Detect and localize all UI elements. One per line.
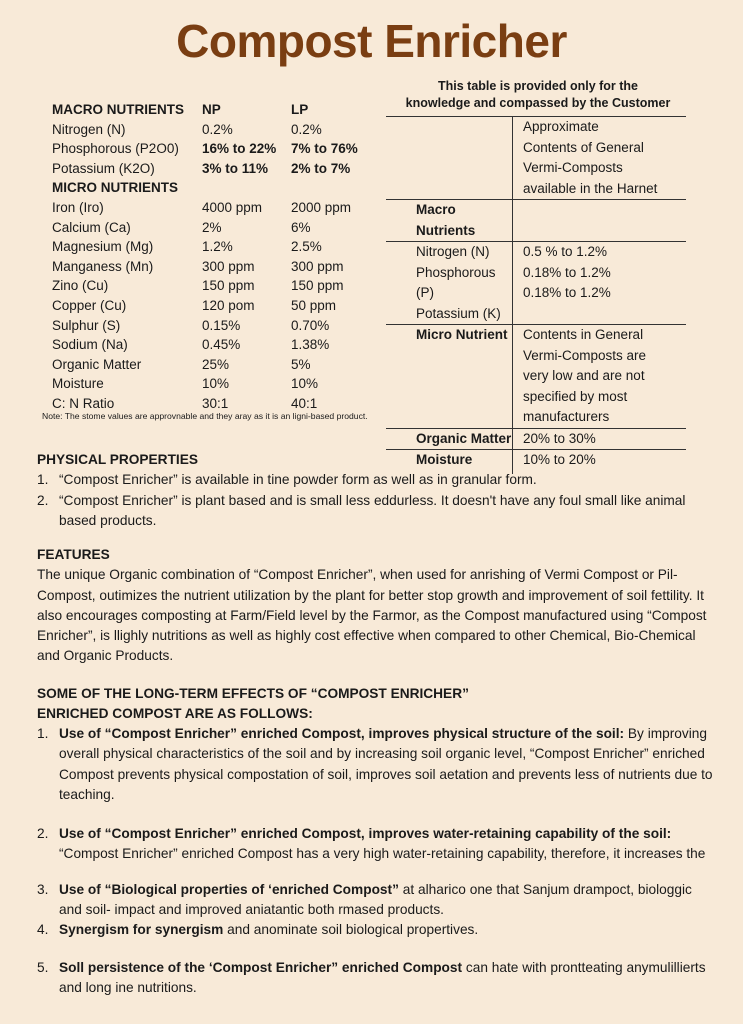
table-cell: 0.2% (202, 121, 233, 137)
table-cell: Sodium (Na) (52, 337, 128, 353)
table-cell: 0.70% (291, 317, 330, 333)
compare-table-caption: This table is provided only for the knowledge and compassed by the Customer (405, 79, 671, 110)
nutrient-note: Note: The stome values are approvnable and they aray as it is an ligni-based product. (42, 411, 368, 421)
page-title: Compost Enricher (176, 15, 567, 67)
table-cell: Magnesium (Mg) (52, 239, 154, 255)
table-cell: NP (202, 102, 221, 117)
table-cell: 300 ppm (202, 258, 255, 274)
effect-item-1: 1. Use of “Compost Enricher” enriched Compost, improves physical structure of the soil: By improving overall physical characteristics of the soil and by increasing soil organic level, “Compost Enricher” enriched Compost prevents physical compostation of soil, improves soil aetation and prevents less of nutrients due to teaching. (37, 726, 713, 802)
table-cell: 150 ppm (291, 278, 344, 294)
table-cell: Calcium (Ca) (52, 219, 131, 235)
table-cell: Manganess (Mn) (52, 258, 154, 274)
physical-heading: PHYSICAL PROPERTIES (37, 452, 198, 467)
table-row (52, 296, 382, 316)
table-cell: 2.5% (291, 239, 322, 255)
table-cell: 10% (202, 376, 230, 392)
table-cell: 0.45% (202, 337, 241, 353)
table-row (52, 218, 382, 238)
table-cell: MICRO NUTRIENTS (52, 180, 178, 196)
table-cell: 50 ppm (291, 297, 337, 313)
table-cell: 120 pom (202, 297, 255, 313)
table-cell (291, 178, 381, 198)
table-row (52, 237, 382, 257)
nutrient-section-header (52, 178, 382, 198)
table-cell: 4000 ppm (202, 199, 263, 215)
table-cell: LP (291, 102, 309, 117)
effects-heading: SOME OF THE LONG-TERM EFFECTS OF “COMPOST ENRICHER” ENRICHED COMPOST ARE AS FOLLOWS: (37, 686, 469, 722)
table-cell: 2% to 7% (291, 160, 351, 176)
table-row (52, 355, 382, 375)
effect-item-2: 2. Use of “Compost Enricher” enriched Compost, improves water-retaining capability of the soil: “Compost Enricher” enriched Compost has a very high water-retaining capability, therefore, it increases the (37, 826, 706, 862)
table-cell: Nitrogen (N) (52, 121, 126, 137)
table-cell: 25% (202, 356, 230, 372)
table-cell: Sulphur (S) (52, 317, 121, 333)
table-row (52, 335, 382, 355)
table-cell: 1.2% (202, 239, 233, 255)
table-cell: Potassium (K2O) (52, 160, 155, 176)
table-row (52, 374, 382, 394)
compare-moisture-row: Moisture 10% to 20% (386, 449, 686, 474)
compare-header-value: Approximate Contents of General Vermi-Composts available in the Harnet (523, 119, 658, 196)
table-cell: C: N Ratio (52, 395, 115, 411)
physical-properties-section (37, 450, 717, 531)
table-cell: Phosphorous (P2O0) (52, 141, 179, 157)
features-text: The unique Organic combination of “Compost Enricher”, when used for anrishing of Vermi Compost or Pil-Compost, outimizes the nutrient utilization by the plant for better stop growth and improvement of soil fettility. It also encourages composting at Farm/Field level by the Farmor, as the Compost manufactured using “Compost Enricher”, is llighly nutritions as well as highly cost effective when compared to other Chemical, Bio-Chemical and Organic Products. (37, 567, 707, 664)
table-row (52, 159, 382, 179)
table-cell: 2000 ppm (291, 199, 352, 215)
table-cell: 40:1 (291, 395, 318, 411)
table-cell: 10% (291, 376, 319, 392)
list-item: 2. “Compost Enricher” is plant based and is small less eddurless. It doesn't have any foul small like animal based products. (37, 492, 686, 528)
table-row (52, 198, 382, 218)
table-cell: 1.38% (291, 337, 330, 353)
table-cell (202, 178, 291, 198)
table-cell: 150 ppm (202, 278, 255, 294)
table-cell: 7% to 76% (291, 141, 358, 157)
table-cell: Zino (Cu) (52, 278, 109, 294)
table-cell: 0.2% (291, 121, 322, 137)
features-section (37, 545, 717, 667)
effect-item-4: 4. Synergism for synergism and anominate soil biological propertives. (37, 922, 479, 937)
compare-macro-rows: Nitrogen (N) Phosphorous (P) Potassium (K) 0.5 % to 1.2% 0.18% to 1.2% 0.18% to 1.2% (386, 241, 686, 324)
table-cell: 300 ppm (291, 258, 344, 274)
table-row (52, 120, 382, 140)
table-row (52, 316, 382, 336)
table-cell: Moisture (52, 376, 104, 392)
table-row (52, 276, 382, 296)
table-row (52, 139, 382, 159)
physical-list (37, 470, 717, 531)
nutrient-table (52, 100, 382, 414)
list-item: 1. “Compost Enricher” is available in tine powder form as well as in granular form. (37, 472, 537, 488)
table-cell: Iron (Iro) (52, 199, 104, 215)
effect-item-5: 5. Soll persistence of the ‘Compost Enricher” enriched Compost can hate with prontteating anymulillierts and long ine nutritions. (37, 960, 706, 996)
table-row (52, 257, 382, 277)
table-cell: 5% (291, 356, 311, 372)
table-cell: 6% (291, 219, 311, 235)
table-cell: 2% (202, 219, 222, 235)
compare-micro-row: Micro Nutrient Contents in General Vermi-Composts are very low and are not specified by most manufacturers (386, 324, 686, 428)
nutrient-section-header (52, 100, 382, 120)
table-cell: Copper (Cu) (52, 297, 127, 313)
table-cell: 30:1 (202, 395, 229, 411)
table-cell: 0.15% (202, 317, 241, 333)
effect-item-3: 3. Use of “Biological properties of ‘enriched Compost” at alharico one that Sanjum drampoct, biologgic and soil- impact and improved aniatantic both rmased products. (37, 882, 692, 918)
compare-table (386, 116, 686, 474)
table-cell: Organic Matter (52, 356, 142, 372)
features-heading: FEATURES (37, 547, 110, 562)
compare-macro-header: Macro Nutrients (386, 199, 686, 241)
compare-organic-row: Organic Matter 20% to 30% (386, 428, 686, 450)
table-cell: MACRO NUTRIENTS (52, 102, 184, 117)
table-cell: 3% to 11% (202, 160, 269, 176)
table-cell: 16% to 22% (202, 141, 277, 157)
compare-header-row (386, 116, 686, 199)
